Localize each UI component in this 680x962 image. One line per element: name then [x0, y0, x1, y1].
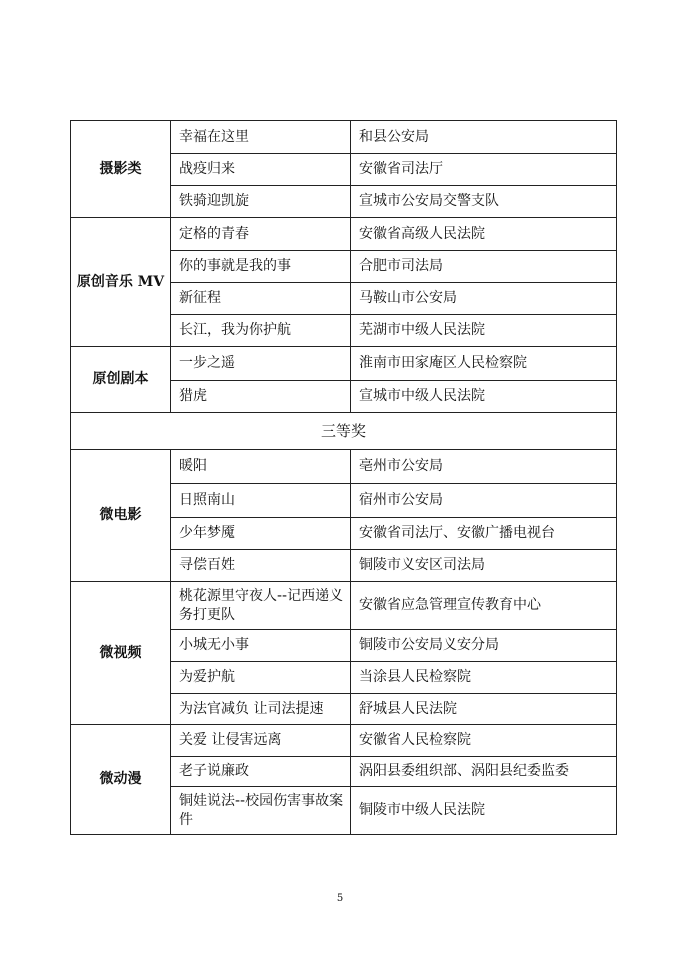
organization-cell: 舒城县人民法院 — [351, 694, 617, 725]
table-row — [71, 218, 617, 251]
work-title-cell: 寻偿百姓 — [171, 550, 351, 582]
work-title-cell: 老子说廉政 — [171, 757, 351, 787]
work-title-cell: 铜娃说法--校园伤害事故案件 — [171, 787, 351, 835]
table-row — [71, 725, 617, 757]
category-cell: 微视频 — [71, 582, 171, 725]
organization-cell: 和县公安局 — [351, 121, 617, 154]
organization-cell: 宣城市公安局交警支队 — [351, 186, 617, 218]
work-title-cell: 新征程 — [171, 283, 351, 315]
work-title-cell: 暖阳 — [171, 450, 351, 484]
work-title-cell: 关爱 让侵害远离 — [171, 725, 351, 757]
organization-cell: 铜陵市义安区司法局 — [351, 550, 617, 582]
award-table — [70, 120, 617, 835]
organization-cell: 合肥市司法局 — [351, 251, 617, 283]
organization-cell: 安徽省人民检察院 — [351, 725, 617, 757]
work-title-cell: 你的事就是我的事 — [171, 251, 351, 283]
award-table-body — [71, 121, 617, 835]
work-title-cell: 为爱护航 — [171, 662, 351, 694]
organization-cell: 马鞍山市公安局 — [351, 283, 617, 315]
organization-cell: 当涂县人民检察院 — [351, 662, 617, 694]
work-title-cell: 为法官减负 让司法提速 — [171, 694, 351, 725]
organization-cell: 芜湖市中级人民法院 — [351, 315, 617, 347]
table-row — [71, 347, 617, 381]
work-title-cell: 少年梦魇 — [171, 518, 351, 550]
table-row — [71, 121, 617, 154]
work-title-cell: 铁骑迎凯旋 — [171, 186, 351, 218]
work-title-cell: 小城无小事 — [171, 630, 351, 662]
work-title-cell: 猎虎 — [171, 381, 351, 413]
category-cell: 微电影 — [71, 450, 171, 582]
category-cell: 微动漫 — [71, 725, 171, 835]
organization-cell: 亳州市公安局 — [351, 450, 617, 484]
work-title-cell: 战疫归来 — [171, 154, 351, 186]
category-cell: 原创剧本 — [71, 347, 171, 413]
work-title-cell: 幸福在这里 — [171, 121, 351, 154]
work-title-cell: 日照南山 — [171, 484, 351, 518]
organization-cell: 宣城市中级人民法院 — [351, 381, 617, 413]
organization-cell: 宿州市公安局 — [351, 484, 617, 518]
work-title-cell: 一步之遥 — [171, 347, 351, 381]
work-title-cell: 定格的青春 — [171, 218, 351, 251]
category-cell: 摄影类 — [71, 121, 171, 218]
organization-cell: 涡阳县委组织部、涡阳县纪委监委 — [351, 757, 617, 787]
organization-cell: 安徽省司法厅、安徽广播电视台 — [351, 518, 617, 550]
organization-cell: 安徽省应急管理宣传教育中心 — [351, 582, 617, 630]
category-cell: 原创音乐 MV — [71, 218, 171, 347]
organization-cell: 铜陵市公安局义安分局 — [351, 630, 617, 662]
table-row — [71, 450, 617, 484]
organization-cell: 安徽省高级人民法院 — [351, 218, 617, 251]
prize-header: 三等奖 — [71, 413, 617, 450]
prize-header-row — [71, 413, 617, 450]
work-title-cell: 桃花源里守夜人--记西递义务打更队 — [171, 582, 351, 630]
page-number: 5 — [336, 893, 344, 904]
work-title-cell: 长江，我为你护航 — [171, 315, 351, 347]
table-row — [71, 582, 617, 630]
organization-cell: 铜陵市中级人民法院 — [351, 787, 617, 835]
organization-cell: 安徽省司法厅 — [351, 154, 617, 186]
organization-cell: 淮南市田家庵区人民检察院 — [351, 347, 617, 381]
